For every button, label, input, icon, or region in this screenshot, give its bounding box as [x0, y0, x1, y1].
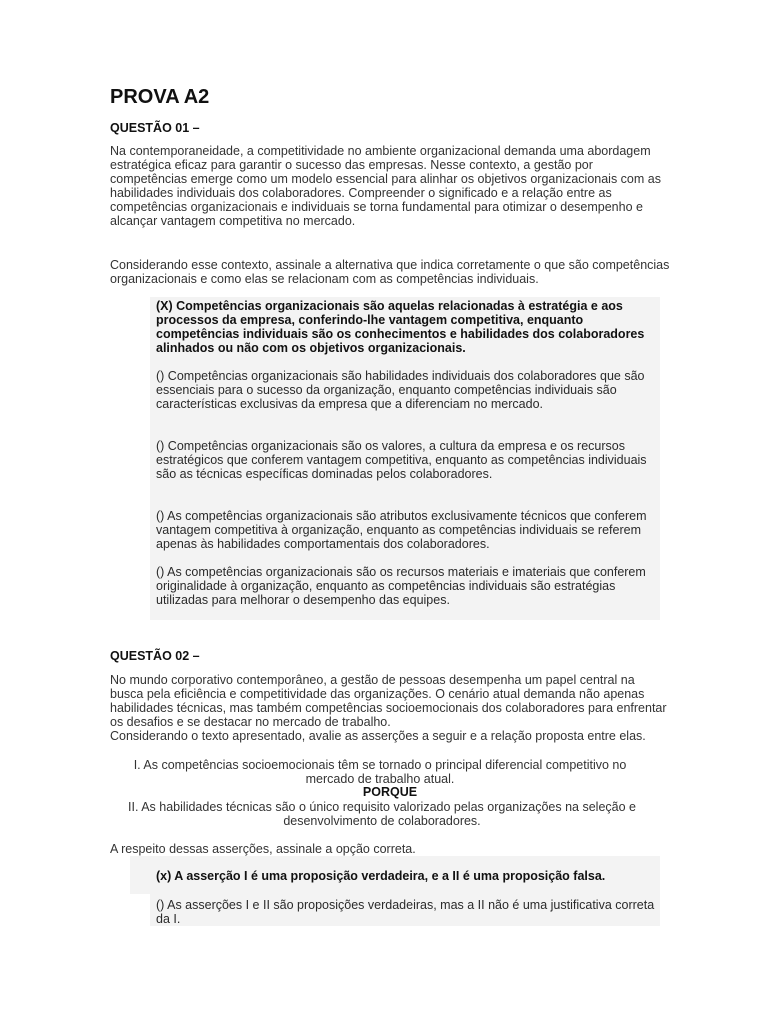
- question-2-heading: QUESTÃO 02 –: [110, 649, 200, 663]
- porque-connector: PORQUE: [362, 785, 418, 799]
- q1-option-e: () As competências organizacionais são os recursos materiais e imateriais que conferem originalidade à organização, enquanto as competências individuais são estratégias utilizadas para melhorar o desempenho das equipes.: [156, 565, 646, 607]
- question-2-prompt: A respeito dessas asserções, assinale a opção correta.: [110, 842, 416, 856]
- question-1-prompt: Considerando esse contexto, assinale a alternativa que indica corretamente o que são competências organizacionais e como elas se relacionam com as competências individuais.: [110, 258, 670, 286]
- assertion-1: I. As competências socioemocionais têm se tornado o principal diferencial competitivo no mercado de trabalho atual.: [133, 758, 627, 786]
- q1-option-a-correct: (X) Competências organizacionais são aquelas relacionadas à estratégia e aos processos da empresa, conferindo-lhe vantagem competitiva, enquanto competências individuais são os conhecimentos e habilidades dos colaboradores alinhados ou não com os objetivos organizacionais.: [156, 299, 645, 355]
- q2-option-a-correct: (x) A asserção I é uma proposição verdadeira, e a II é uma proposição falsa.: [156, 869, 606, 883]
- document-title: PROVA A2: [110, 86, 210, 108]
- assertion-2: II. As habilidades técnicas são o único requisito valorizado pelas organizações na seleção e desenvolvimento de colaboradores.: [128, 800, 636, 828]
- q1-option-d: () As competências organizacionais são atributos exclusivamente técnicos que conferem vantagem competitiva à organização, enquanto as competências individuais se referem apenas às habilidades comportamentais dos colaboradores.: [156, 509, 647, 551]
- question-1-context: Na contemporaneidade, a competitividade no ambiente organizacional demanda uma abordagem estratégica eficaz para garantir o sucesso das empresas. Nesse contexto, a gestão por competências emerge como um modelo essencial para alinhar os objetivos organizacionais com as habilidades individuais dos colaboradores. Compreender o significado e a relação entre as competências organizacionais e individuais se torna fundamental para otimizar o desempenho e alcançar vantagem competitiva no mercado.: [110, 144, 661, 228]
- question-2-instruction: Considerando o texto apresentado, avalie as asserções a seguir e a relação proposta entre elas.: [110, 729, 646, 743]
- q1-option-c: () Competências organizacionais são os valores, a cultura da empresa e os recursos estratégicos que conferem vantagem competitiva, enquanto as competências individuais são as técnicas específicas dominadas pelos colaboradores.: [156, 439, 647, 481]
- q2-option-b: () As asserções I e II são proposições verdadeiras, mas a II não é uma justificativa correta da I.: [156, 898, 655, 926]
- question-1-heading: QUESTÃO 01 –: [110, 121, 200, 135]
- q1-option-b: () Competências organizacionais são habilidades individuais dos colaboradores que são essenciais para o sucesso da organização, enquanto competências individuais são características exclusivas da empresa que a diferenciam no mercado.: [156, 369, 645, 411]
- question-2-context: No mundo corporativo contemporâneo, a gestão de pessoas desempenha um papel central na busca pela eficiência e competitividade das organizações. O cenário atual demanda não apenas habilidades técnicas, mas também competências socioemocionais dos colaboradores para enfrentar os desafios e se destacar no mercado de trabalho.: [110, 673, 667, 729]
